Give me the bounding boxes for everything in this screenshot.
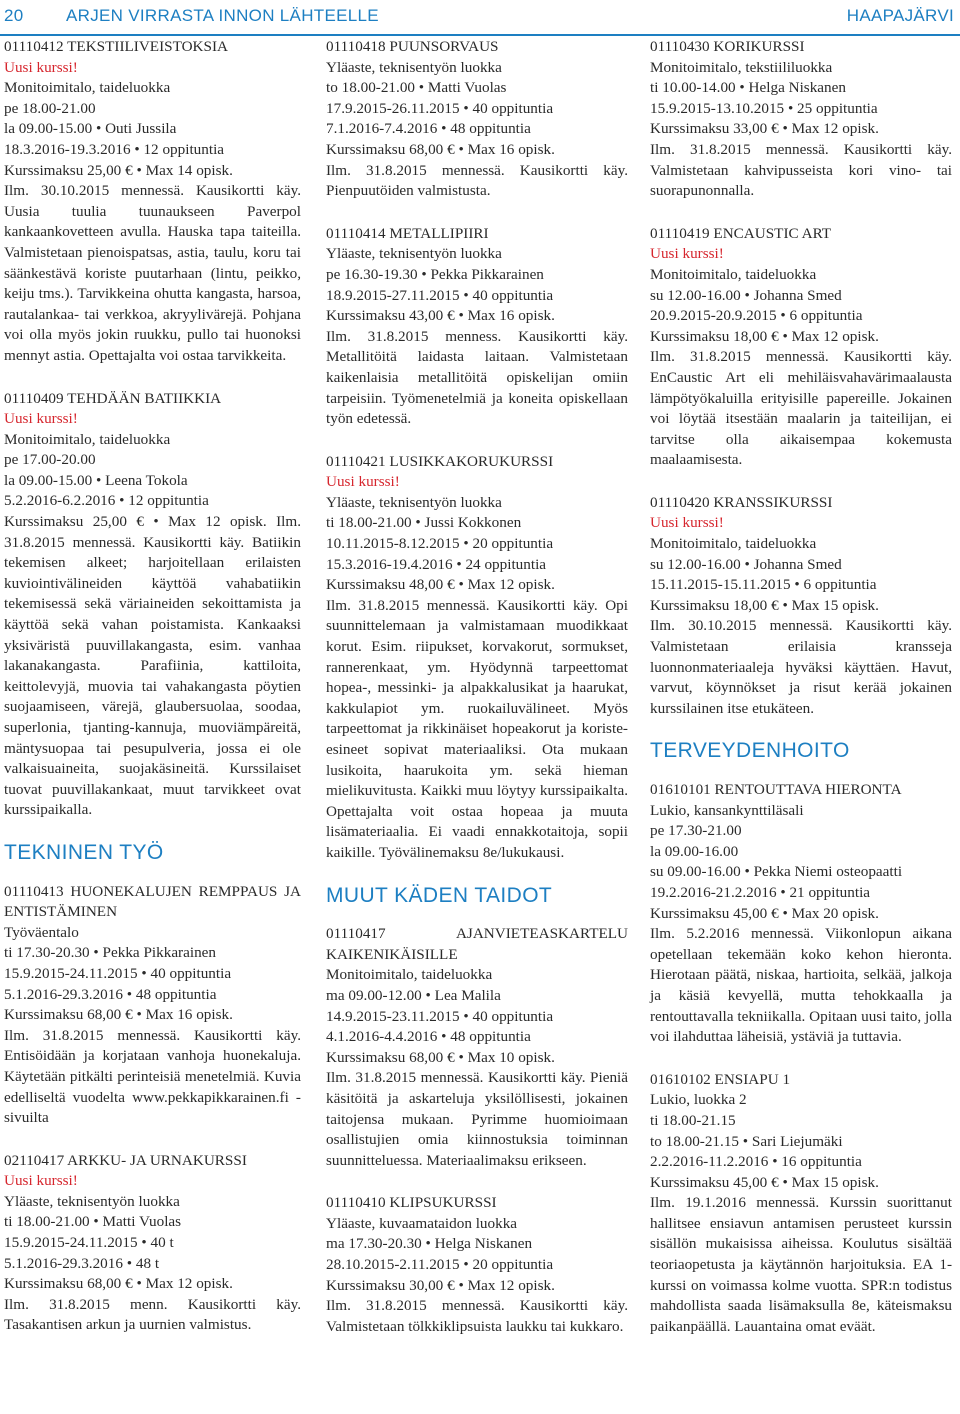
course-detail-line: Kurssimaksu 25,00 € • Max 12 opisk. Ilm. 31.8.2015 mennessä. Kausikortti käy. Batiikin tekemisen alkeet; harjoitellaan erilaisten kuviointivälineiden käyttöä vahabatiikin tekemisessä sekä väriaineiden sekoittamista ja käyttöä sekä vahan poistamista. Kankaaksi yksiväristä puuvillakangasta, esim. vanhaa lakanakangasta. Parafiinia, kattiloita, keittolevyjä, muovia tai vahakangasta pöytien suojaamiseen, värejä, glaubersuolaa, soodaa, superlonia, tjanting-kannuja, muoviämpäreitä, mäntysuopaa tai pesupulveria, jossa ei ole valkaisuaineita, suojakäsineitä. Kurssilaiset tuovat puuvillakankaat, muut tarvikkeet ovat kurssipaikalla. bbox=[4, 513, 301, 819]
course-detail-line: Ilm. 5.2.2016 mennessä. Viikonlopun aikana opetellaan tekemään koko kehon hieronta. Hierotaan päätä, niskaa, hartioita, selkää, jalkoja ja käsiä kevyellä, mutta tehokkaalla ja rentouttavalla tekniikalla. Opitaan uusi taito, jolla voi ilahduttaa läheisiä, ystäviä ja tuttavia. bbox=[650, 925, 952, 1046]
course-title bbox=[650, 37, 952, 58]
course-detail-line: 18.3.2016-19.3.2016 • 12 oppituntia bbox=[4, 140, 225, 158]
course-detail-line: Monitoimitalo, tekstiililuokka bbox=[650, 58, 833, 76]
column-1 bbox=[4, 37, 301, 1358]
course-detail-line: Lukio, luokka 2 bbox=[650, 1091, 747, 1109]
course-detail-line: 4.1.2016-4.4.2016 • 48 oppituntia bbox=[326, 1028, 531, 1046]
course-listing bbox=[326, 1193, 628, 1337]
course-title bbox=[326, 924, 628, 965]
course-detail-line: Ilm. 30.10.2015 mennessä. Kausikortti käy. Valmistetaan erilaisia kransseja luonnonmateriaaleja hyväksi käyttäen. Havut, varvut, köynnökset ja risut kerää jokainen kurssilainen itse etukäteen. bbox=[650, 617, 952, 717]
course-title-text: 01110418 PUUNSORVAUS bbox=[326, 38, 499, 55]
course-title-text: 01110421 LUSIKKAKORUKURSSI bbox=[326, 452, 554, 470]
course-detail-line: Monitoimitalo, taideluokka bbox=[650, 535, 817, 553]
course-title bbox=[4, 37, 301, 58]
course-detail-line: Monitoimitalo, taideluokka bbox=[326, 966, 493, 984]
course-detail-line: Yläaste, kuvaamataidon luokka bbox=[326, 1214, 518, 1232]
course-detail-line: ma 09.00-12.00 • Lea Malila bbox=[326, 986, 501, 1004]
course-title bbox=[326, 37, 628, 58]
course-detail-line: 15.9.2015-24.11.2015 • 40 oppituntia bbox=[4, 964, 232, 982]
course-detail-line: Kurssimaksu 33,00 € • Max 12 opisk. bbox=[650, 120, 879, 138]
course-detail-line: su 09.00-16.00 • Pekka Niemi osteopaatti bbox=[650, 863, 903, 881]
course-detail-line: pe 16.30-19.30 • Pekka Pikkarainen bbox=[326, 265, 544, 283]
course-detail-line: 28.10.2015-2.11.2015 • 20 oppituntia bbox=[326, 1256, 554, 1274]
course-detail-line: pe 18.00-21.00 bbox=[4, 99, 96, 117]
course-listing bbox=[650, 37, 952, 202]
course-detail-line: pe 17.00-20.00 bbox=[4, 451, 96, 469]
course-detail-line: Kurssimaksu 25,00 € • Max 14 opisk. bbox=[4, 161, 233, 179]
page-header bbox=[0, 0, 960, 36]
column-3 bbox=[650, 37, 952, 1359]
course-detail-line: ma 17.30-20.30 • Helga Niskanen bbox=[326, 1235, 533, 1253]
course-detail-line: Ilm. 31.8.2015 menness. Kausikortti käy. Metallitöitä laidasta laitaan. Valmistetaan kaikenlaisia metallitöitä opiskelijan omiin tarpeisiin. Työmenetelmiä ja koneita opiskellaan työn edetessä. bbox=[326, 327, 628, 428]
course-detail-line: 15.9.2015-13.10.2015 • 25 oppituntia bbox=[650, 99, 878, 117]
course-detail-line: Ilm. 31.8.2015 mennessä. Kausikortti käy. Entisöidään ja korjataan vanhoja huonekaluja. Käytetään pitkälti perinteisiä menetelmiä. Kuvia edelliseltä vuodelta www.pekkapikkarainen.fi -sivuilta bbox=[4, 1026, 301, 1127]
course-detail-line: la 09.00-15.00 • Outi Jussila bbox=[4, 120, 177, 138]
course-detail-line: 14.9.2015-23.11.2015 • 40 oppituntia bbox=[326, 1007, 554, 1025]
course-detail-line: Ilm. 31.8.2015 mennessä. Kausikortti käy. EnCaustic Art eli mehiläisvahavärimaalausta lämpötyökaluilla erityisille papereille. Jokainen voi löytää itsestään maalarin ja taiteilijan, ei tarvitse olla aikaisempaa kokemusta maalaamisesta. bbox=[650, 348, 952, 469]
course-detail-line: Monitoimitalo, taideluokka bbox=[4, 79, 171, 97]
course-detail-line: Ilm. 19.1.2016 mennessä. Kurssin suorittanut hallitsee ensiavun antamisen perusteet kurssin sisällön mukaisissa aiheissa. Koulutus sisältää teoriaopetusta ja käytännön harjoituksia. EA 1-kurssi on voimassa kolme vuotta. SPR:n todistus mahdollista saada lisämaksulla 8e, käteismaksu paikanpäällä. Lauantaina omat eväät. bbox=[650, 1194, 952, 1335]
course-listing bbox=[326, 37, 628, 202]
course-title bbox=[326, 452, 628, 473]
course-detail-line: to 18.00-21.00 • Matti Vuolas bbox=[326, 79, 507, 97]
course-listing bbox=[4, 882, 301, 1129]
course-detail-line: Kurssimaksu 68,00 € • Max 16 opisk. bbox=[4, 1006, 233, 1024]
course-title-text: 02110417 ARKKU- JA URNAKURSSI bbox=[4, 1151, 247, 1169]
course-detail-line: Yläaste, teknisentyön luokka bbox=[326, 58, 502, 76]
course-title-text: 01110420 KRANSSIKURSSI bbox=[650, 493, 833, 511]
course-detail-line: 19.2.2016-21.2.2016 • 21 oppituntia bbox=[650, 883, 871, 901]
course-detail-line: 15.3.2016-19.4.2016 • 24 oppituntia bbox=[326, 555, 547, 573]
new-course-badge: Uusi kurssi! bbox=[650, 245, 724, 263]
course-detail-line: 5.1.2016-29.3.2016 • 48 oppituntia bbox=[4, 985, 217, 1003]
course-detail-line: 15.11.2015-15.11.2015 • 6 oppituntia bbox=[650, 576, 877, 594]
course-detail-line: ti 18.00-21.15 bbox=[650, 1111, 736, 1129]
course-detail-line: Ilm. 31.8.2015 mennessä. Kausikortti käy. Valmistetaan tölkkiklipsuista laukku tai kukkaro. bbox=[326, 1297, 628, 1335]
course-title bbox=[326, 1193, 628, 1214]
course-detail-line: Kurssimaksu 18,00 € • Max 12 opisk. bbox=[650, 327, 879, 345]
course-detail-line: Monitoimitalo, taideluokka bbox=[4, 430, 171, 448]
section-heading: MUUT KÄDEN TAIDOT bbox=[326, 883, 553, 907]
course-title-text: 01110413 HUONEKALUJEN REMPPAUS JA ENTISTÄMINEN bbox=[4, 882, 301, 921]
course-detail-line: Ilm. 30.10.2015 mennessä. Kausikortti käy. Uusia tuulia tuunaukseen Paverpol kankaankovetteen avulla. Hauska tapa taiteilla. Valmistetaan pienoispatsas, astia, taulu, koru tai säänkestävä koriste puutarhaan (lintu, peikko, keiju tms.). Tarvikkeina ohutta kangasta, harsoa, rautalankaa- tai verkkoa, akryylivärejä. Pohjana voi olla myös jokin ruukku, pullo tai huonoksi mennyt astia. Opettajalta voi ostaa tarvikkeita. bbox=[4, 182, 301, 364]
course-detail-line: Kurssimaksu 68,00 € • Max 16 opisk. bbox=[326, 140, 555, 158]
course-title bbox=[650, 1070, 952, 1091]
course-detail-line: 15.9.2015-24.11.2015 • 40 t bbox=[4, 1234, 174, 1252]
course-detail-line: ti 17.30-20.30 • Pekka Pikkarainen bbox=[4, 944, 217, 962]
course-detail-line: 2.2.2016-11.2.2016 • 16 oppituntia bbox=[650, 1153, 862, 1171]
course-title-text: 01110414 METALLIPIIRI bbox=[326, 224, 489, 242]
course-detail-line: Ilm. 31.8.2015 mennessä. Kausikortti käy. Pienpuutöiden valmistusta. bbox=[326, 161, 628, 200]
course-listing bbox=[4, 1151, 301, 1336]
course-detail-line: Työväentalo bbox=[4, 923, 79, 941]
publication-title: ARJEN VIRRASTA INNON LÄHTEELLE bbox=[66, 6, 379, 25]
course-detail-line: Ilm. 31.8.2015 mennessä. Kausikortti käy. Opi suunnittelemaan ja valmistamaan muodikkaat korut. Esim. riipukset, korvakorut, sormukset, rannerenkaat, ym. Hyödynnä tarpeettomat hopea-, messinki- ja alpakkalusikat ja haarukat, kakkulapiot ym. ruokailuvälineet. Myös tarpeettomat ja rikkinäiset hopeakorut ja koriste-esineet sopivat materiaaliksi. Ota mukaan lusikoita, haarukoita ym. sekä hieman mielikuvitusta. Kaikki muu löytyy kurssipaikalta. Opettajalta voit ostaa hopeaa ja muuta lisämateriaalia. Ei vaadi ennakkotaitoja, sopii kaikille. Työvälinemaksu 8e/lukukausi. bbox=[326, 596, 628, 861]
course-detail-line: Yläaste, teknisentyön luokka bbox=[326, 493, 502, 511]
course-detail-line: Kurssimaksu 43,00 € • Max 16 opisk. bbox=[326, 307, 555, 325]
course-title-text: 01110419 ENCAUSTIC ART bbox=[650, 224, 832, 242]
new-course-badge: Uusi kurssi! bbox=[4, 1172, 78, 1190]
course-detail-line: 20.9.2015-20.9.2015 • 6 oppituntia bbox=[650, 307, 863, 325]
course-title-text: 01110430 KORIKURSSI bbox=[650, 38, 805, 55]
course-listing bbox=[4, 37, 301, 367]
course-listing bbox=[650, 224, 952, 471]
new-course-badge: Uusi kurssi! bbox=[650, 514, 724, 532]
course-title bbox=[326, 224, 628, 245]
course-listing bbox=[326, 224, 628, 430]
course-detail-line: Kurssimaksu 68,00 € • Max 12 opisk. bbox=[4, 1275, 233, 1293]
course-title-text: 01110409 TEHDÄÄN BATIIKKIA bbox=[4, 389, 222, 407]
course-title bbox=[650, 224, 952, 245]
course-listing bbox=[650, 1070, 952, 1338]
course-detail-line: to 18.00-21.15 • Sari Liejumäki bbox=[650, 1132, 843, 1150]
course-detail-line: Lukio, kansankynttiläsali bbox=[650, 801, 804, 819]
course-detail-line: 10.11.2015-8.12.2015 • 20 oppituntia bbox=[326, 535, 554, 553]
course-detail-line: ti 10.00-14.00 • Helga Niskanen bbox=[650, 79, 846, 97]
course-detail-line: la 09.00-15.00 • Leena Tokola bbox=[4, 471, 188, 489]
course-detail-line: Monitoimitalo, taideluokka bbox=[650, 265, 817, 283]
course-detail-line: Yläaste, teknisentyön luokka bbox=[4, 1192, 180, 1210]
course-detail-line: ti 18.00-21.00 • Jussi Kokkonen bbox=[326, 514, 522, 532]
new-course-badge: Uusi kurssi! bbox=[4, 410, 78, 428]
course-title-text: 01110412 TEKSTIILIVEISTOKSIA bbox=[4, 38, 228, 55]
course-listing bbox=[650, 780, 952, 1048]
course-detail-line: 5.1.2016-29.3.2016 • 48 t bbox=[4, 1254, 160, 1272]
course-title bbox=[4, 882, 301, 923]
course-detail-line: Kurssimaksu 48,00 € • Max 12 opisk. bbox=[326, 576, 555, 594]
course-title bbox=[650, 493, 952, 514]
course-detail-line: Kurssimaksu 18,00 € • Max 15 opisk. bbox=[650, 596, 879, 614]
course-listing bbox=[326, 924, 628, 1171]
course-title bbox=[4, 1151, 301, 1172]
course-detail-line: Kurssimaksu 68,00 € • Max 10 opisk. bbox=[326, 1048, 555, 1066]
course-detail-line: Yläaste, teknisentyön luokka bbox=[326, 245, 502, 263]
course-detail-line: Kurssimaksu 30,00 € • Max 12 opisk. bbox=[326, 1276, 555, 1294]
column-2 bbox=[326, 37, 628, 1359]
course-detail-line: su 12.00-16.00 • Johanna Smed bbox=[650, 555, 842, 573]
course-detail-line: 5.2.2016-6.2.2016 • 12 oppituntia bbox=[4, 492, 209, 510]
course-detail-line: pe 17.30-21.00 bbox=[650, 822, 742, 840]
course-detail-line: 7.1.2016-7.4.2016 • 48 oppituntia bbox=[326, 120, 531, 138]
course-title-text: 01610101 RENTOUTTAVA HIERONTA bbox=[650, 781, 902, 798]
region-label: HAAPAJÄRVI bbox=[846, 6, 954, 25]
course-detail-line: Ilm. 31.8.2015 mennessä. Kausikortti käy. Valmistetaan kahvipusseista kori vino- tai suorapunonnalla. bbox=[650, 140, 952, 200]
course-detail-line: 18.9.2015-27.11.2015 • 40 oppituntia bbox=[326, 286, 554, 304]
course-listing bbox=[650, 493, 952, 720]
course-detail-line: ti 18.00-21.00 • Matti Vuolas bbox=[4, 1213, 182, 1231]
course-detail-line: Ilm. 31.8.2015 mennessä. Kausikortti käy. Pieniä käsitöitä ja askarteluja yksilöllisesti, jokainen taitojensa mukaan. Pyrimme huomioimaan osallistujien omia kiinnostuksia toiminnan suunnitteluessa. Materiaalimaksu erikseen. bbox=[326, 1069, 628, 1169]
course-title bbox=[650, 780, 952, 801]
course-detail-line: Ilm. 31.8.2015 menn. Kausikortti käy. Tasakantisen arkun ja uurnien valmistus. bbox=[4, 1295, 301, 1334]
new-course-badge: Uusi kurssi! bbox=[326, 473, 400, 491]
course-title bbox=[4, 389, 301, 410]
course-title-text: 01110410 KLIPSUKURSSI bbox=[326, 1194, 497, 1212]
course-detail-line: la 09.00-16.00 bbox=[650, 842, 739, 860]
course-title-text: 01110417 AJANVIETEASKARTELU KAIKENIKÄISILLE bbox=[326, 925, 628, 963]
section-heading: TERVEYDENHOITO bbox=[650, 739, 850, 763]
page-number: 20 bbox=[4, 6, 24, 25]
new-course-badge: Uusi kurssi! bbox=[4, 58, 78, 76]
course-listing bbox=[326, 452, 628, 864]
section-heading: TEKNINEN TYÖ bbox=[4, 840, 164, 864]
course-detail-line: Kurssimaksu 45,00 € • Max 15 opisk. bbox=[650, 1173, 879, 1191]
course-listing bbox=[4, 389, 301, 821]
course-title-text: 01610102 ENSIAPU 1 bbox=[650, 1070, 791, 1088]
course-detail-line: Kurssimaksu 45,00 € • Max 20 opisk. bbox=[650, 904, 879, 922]
course-detail-line: 17.9.2015-26.11.2015 • 40 oppituntia bbox=[326, 99, 554, 117]
course-detail-line: su 12.00-16.00 • Johanna Smed bbox=[650, 286, 842, 304]
